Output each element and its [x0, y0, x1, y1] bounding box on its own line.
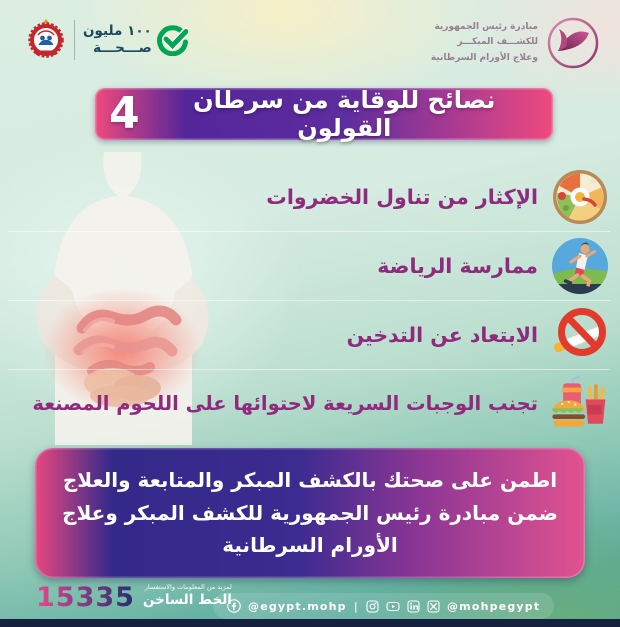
- initiative-line3: وعلاج الأورام السرطانية: [430, 52, 538, 63]
- ministry-of-health-logo-icon: [26, 18, 66, 62]
- header-divider: [74, 20, 75, 60]
- handle-divider: |: [353, 599, 359, 613]
- salad-bowl-icon: [550, 168, 610, 226]
- tip-label: تجنب الوجبات السريعة لاحتوائها على اللحوم المصنعة: [32, 392, 538, 416]
- hotline-label: الخط الساخن: [142, 591, 232, 608]
- green-check-icon: [156, 24, 188, 56]
- title-number: 4: [109, 88, 140, 139]
- presidential-initiative-logo: [431, 14, 602, 72]
- header-left-logos: [26, 18, 188, 62]
- message-line-1: اطمن على صحتك بالكشف المبكر والمتابعة والعلاج: [62, 468, 558, 493]
- message-line-3: الأورام السرطانية: [222, 533, 398, 558]
- hotline-number: 15335: [36, 582, 135, 613]
- message-line-2: ضمن مبادرة رئيس الجمهورية للكشف المبكر وعلاج: [62, 500, 558, 525]
- tip-row-exercise: [8, 232, 610, 301]
- header: [0, 14, 620, 80]
- social-media-bar: [213, 593, 554, 619]
- tips-list: [8, 163, 610, 438]
- initiative-line1: مبادرة رئيس الجمهورية: [434, 22, 538, 33]
- seha-line2: صـــحـــة: [93, 40, 152, 56]
- instagram-icon: [366, 600, 379, 613]
- initiative-message-box: [35, 448, 585, 578]
- hotline-subtext: لمزيد من المعلومات والاستفسار: [144, 583, 232, 591]
- no-smoking-icon: [550, 306, 610, 364]
- other-socials-handle: @mohpegypt: [446, 599, 541, 613]
- bottom-navy-strip: [0, 619, 620, 627]
- tip-label: الإكثار من تناول الخضروات: [266, 184, 538, 209]
- x-icon: [427, 600, 440, 613]
- tip-label: الابتعاد عن التدخين: [346, 322, 538, 347]
- tip-row-fast-food: [8, 370, 610, 438]
- fast-food-icon: [550, 375, 610, 433]
- tip-row-vegetables: [8, 163, 610, 232]
- youtube-icon: [386, 600, 400, 613]
- facebook-handle: @egypt.mohp: [248, 599, 347, 613]
- initiative-line2: للكشـــف المبكـــر: [457, 37, 538, 48]
- runner-icon: [550, 237, 610, 295]
- seha-line1: ١٠٠ مليون: [83, 23, 152, 40]
- tip-row-no-smoking: [8, 301, 610, 370]
- poster-title: نصائح للوقاية من سرطان القولون: [193, 86, 496, 142]
- hundred-million-health-logo: [83, 23, 188, 57]
- title-banner: [95, 88, 553, 140]
- initiative-emblem-icon: [544, 14, 602, 72]
- facebook-icon: [227, 599, 241, 613]
- tip-label: ممارسة الرياضة: [377, 253, 538, 278]
- linkedin-icon: [407, 600, 420, 613]
- hotline-block: [36, 584, 232, 611]
